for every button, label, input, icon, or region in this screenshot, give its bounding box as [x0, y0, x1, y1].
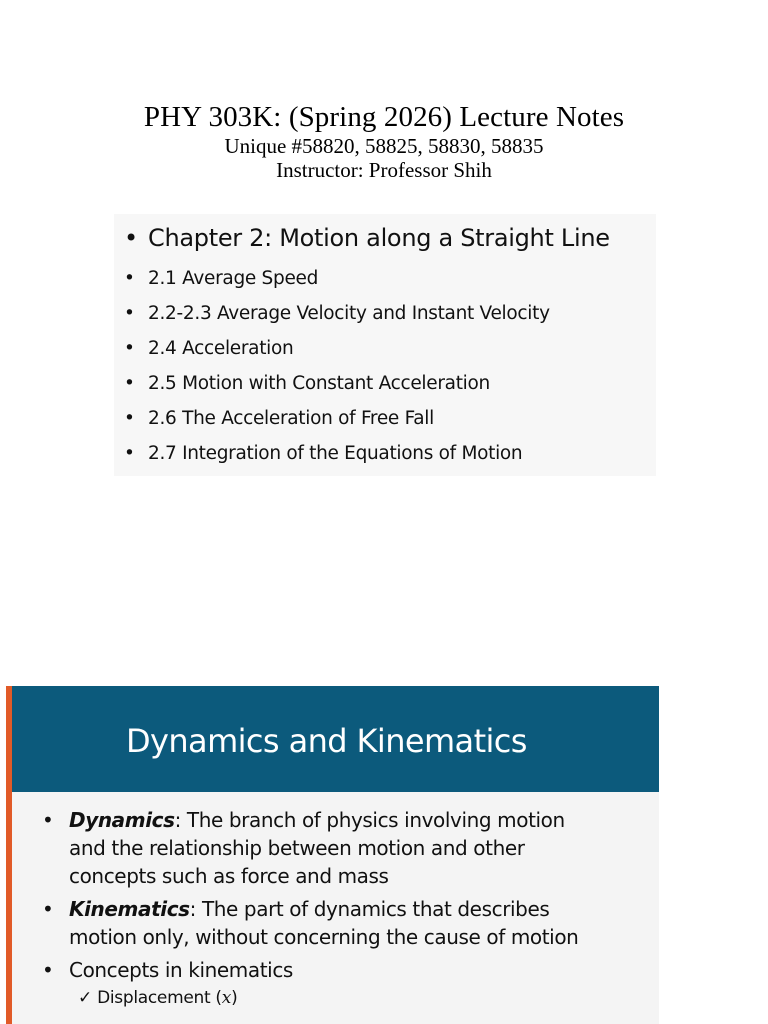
outline-item	[124, 303, 550, 324]
bullet-dot: •	[124, 268, 135, 289]
unique-numbers: Unique #58820, 58825, 58830, 58835	[224, 134, 544, 158]
slide-title-banner	[12, 686, 659, 792]
course-title: PHY 303K: (Spring 2026) Lecture Notes	[143, 101, 625, 133]
kinematics-term: Kinematics	[69, 897, 190, 921]
document-header	[0, 100, 768, 182]
concepts-heading: Concepts in kinematics	[69, 958, 293, 982]
bullet-dot: •	[124, 408, 135, 429]
bullet-dot: •	[42, 808, 54, 832]
displacement-close: )	[231, 988, 238, 1008]
checkmark-icon: ✓	[78, 988, 92, 1008]
dynamics-text: : The branch of physics involving motion	[174, 808, 565, 832]
kinematics-text: : The part of dynamics that describes	[189, 897, 550, 921]
dynamics-definition-line-1	[69, 806, 565, 834]
chapter-title: Chapter 2: Motion along a Straight Line	[148, 224, 610, 252]
bullet-dot: •	[42, 897, 54, 921]
displacement-variable: x	[221, 988, 232, 1008]
outline-item-label: 2.2-2.3 Average Velocity and Instant Velocity	[148, 303, 550, 324]
dynamics-definition-line-3: concepts such as force and mass	[69, 864, 389, 888]
outline-item	[124, 443, 522, 464]
outline-item	[124, 373, 490, 394]
kinematics-definition-line-1	[69, 895, 549, 923]
outline-item	[124, 408, 434, 429]
chapter-outline-slide	[114, 214, 656, 476]
outline-item-label: 2.1 Average Speed	[148, 268, 319, 289]
bullet-dot: •	[124, 373, 135, 394]
bullet-dot: •	[124, 338, 135, 359]
bullet-dot: •	[124, 224, 138, 252]
bullet-dot: •	[124, 303, 135, 324]
bullet-dot: •	[124, 443, 135, 464]
outline-item-label: 2.4 Acceleration	[148, 338, 294, 359]
dynamics-term: Dynamics	[69, 808, 175, 832]
outline-item-label: 2.5 Motion with Constant Acceleration	[148, 373, 490, 394]
dynamics-kinematics-slide	[6, 686, 659, 1024]
kinematics-definition-line-2: motion only, without concerning the cause of motion	[69, 925, 579, 949]
instructor-line: Instructor: Professor Shih	[276, 158, 492, 182]
chapter-heading	[124, 224, 610, 252]
bullet-dot: •	[42, 958, 54, 982]
dynamics-definition-line-2: and the relationship between motion and other	[69, 836, 525, 860]
outline-item-label: 2.7 Integration of the Equations of Motion	[148, 443, 523, 464]
slide-title: Dynamics and Kinematics	[126, 722, 527, 760]
displacement-label: Displacement (	[97, 988, 222, 1008]
outline-item-label: 2.6 The Acceleration of Free Fall	[148, 408, 434, 429]
outline-item	[124, 338, 293, 359]
displacement-item	[78, 988, 237, 1008]
outline-item	[124, 268, 318, 289]
